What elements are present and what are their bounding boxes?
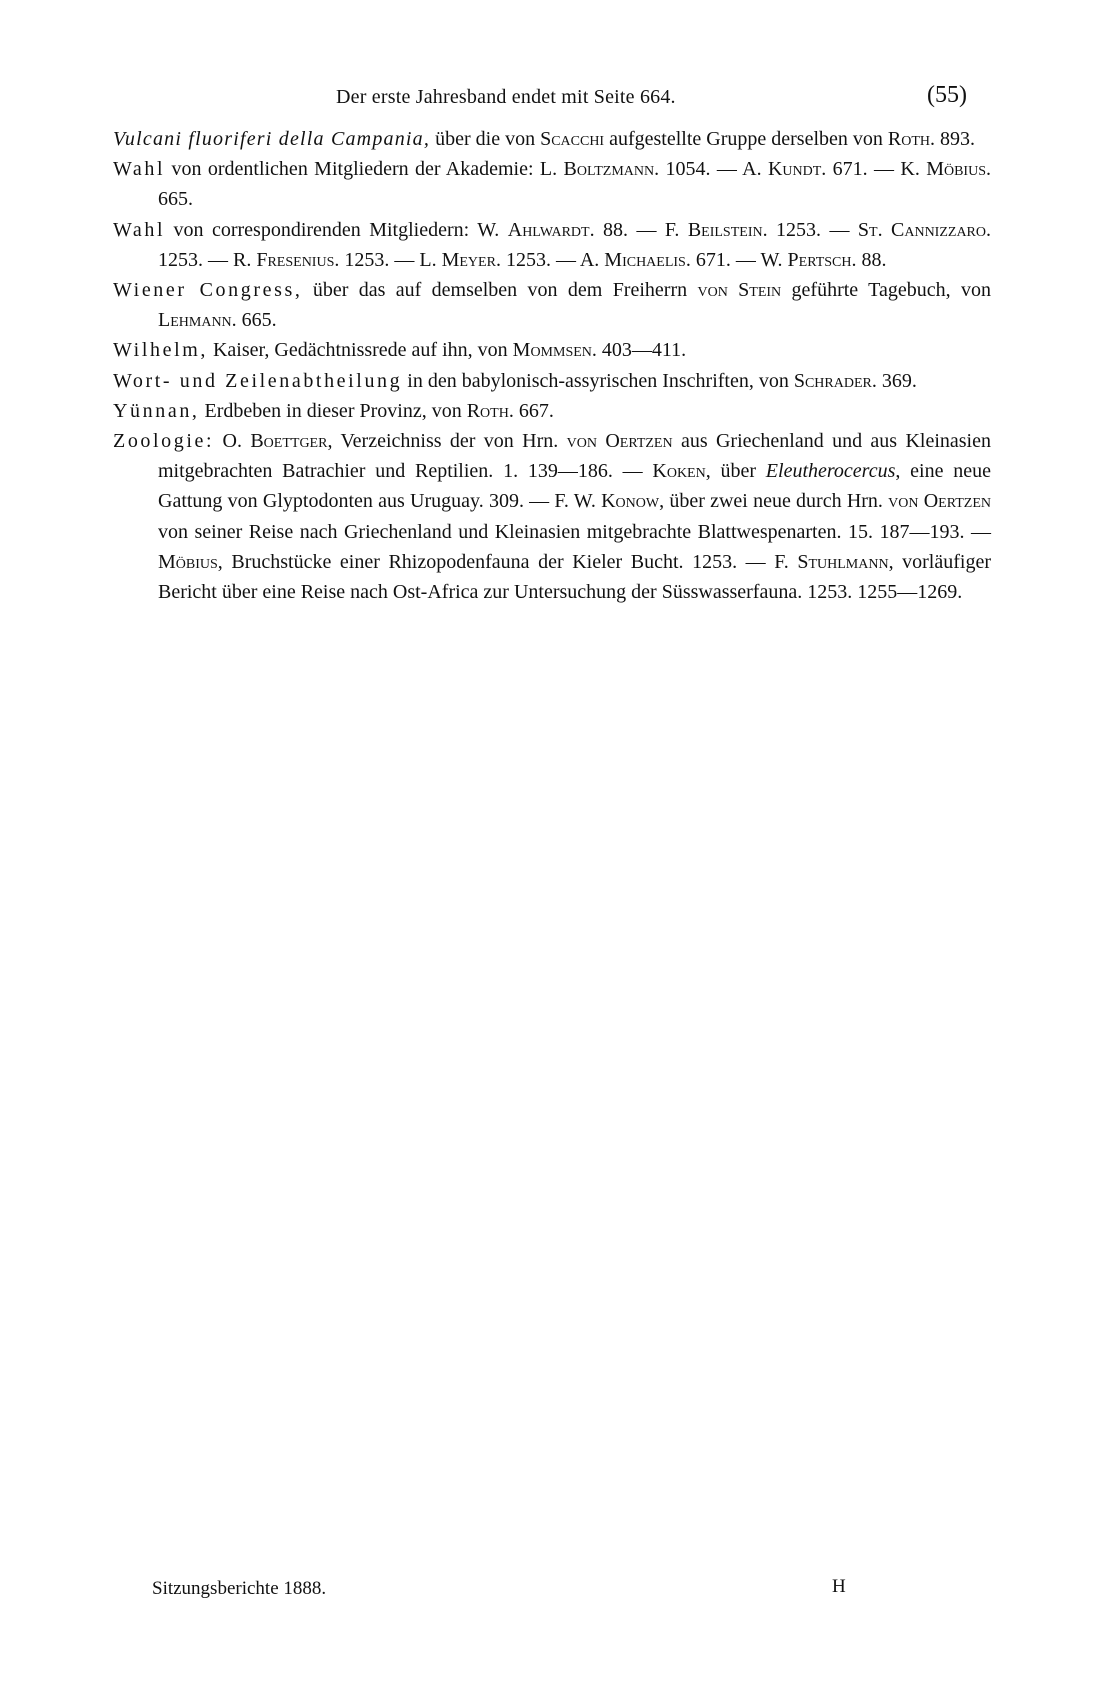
author-name: Meyer: [441, 248, 496, 271]
author-name: St. Cannizzaro: [857, 218, 987, 241]
entry-text: . 667.: [508, 399, 554, 422]
index-entry-vulcani: [113, 124, 991, 154]
author-name: Fresenius: [256, 248, 335, 271]
entry-text: aus Griechenland und aus Kleinasien mitgebrachten Batrachier und Reptilien. 1. 139—186. —: [158, 430, 991, 483]
entry-text: , Bruchstücke einer Rhizopodenfauna der Kieler Bucht. 1253. — F.: [217, 550, 798, 573]
entry-keyword: Zoologie:: [113, 430, 215, 453]
entry-text: . 88.: [851, 248, 887, 271]
entry-text: , vorläufiger Bericht über eine Reise nach Ost-Africa zur Untersuchung der Süsswasserfauna. 1253. 1255—1269.: [158, 550, 991, 604]
author-name: Lehmann: [158, 309, 232, 332]
index-entry-yuennan: [113, 396, 991, 426]
entry-text: über das auf demselben von dem Freiherrn: [302, 279, 698, 302]
author-name: von Stein: [697, 279, 782, 302]
author-name: Boltzmann: [563, 158, 655, 181]
entry-text: von correspondirenden Mitgliedern: W.: [165, 218, 508, 241]
entry-text: . 1253. — L.: [334, 248, 442, 271]
index-entry-wilhelm: [113, 335, 991, 365]
author-name: von Oertzen: [566, 430, 673, 453]
entry-keyword: Wahl: [113, 158, 166, 181]
entry-text: . 1253. — R.: [158, 218, 992, 271]
author-name: Möbius: [158, 550, 218, 573]
entry-keyword: Wiener Congress,: [113, 279, 303, 302]
index-entry-wiener-congress: [113, 275, 991, 335]
entry-keyword: Vulcani fluoriferi della Campania,: [113, 128, 431, 150]
author-name: Pertsch: [787, 248, 852, 271]
footer-signature: Sitzungsberichte 1888.: [152, 1578, 327, 1599]
entry-text: Kaiser, Gedächtnissrede auf ihn, von: [207, 339, 513, 362]
genus-name: Eleutherocercus: [765, 460, 896, 483]
index-entry-wahl-correspondirend: [113, 215, 991, 275]
author-name: Scacchi: [540, 128, 605, 150]
entry-text: aufgestellte Gruppe derselben von: [604, 128, 888, 150]
footer-sheet-mark: H: [832, 1576, 846, 1597]
entry-text: , über: [705, 460, 766, 483]
author-name: Beilstein: [687, 218, 763, 241]
author-name: Roth: [887, 128, 931, 150]
author-name: Schrader: [793, 369, 872, 392]
entry-text: . 369.: [871, 369, 917, 392]
author-name: Koken: [652, 460, 706, 483]
entry-text: . 665.: [231, 309, 277, 332]
entry-text: . 403—411.: [591, 339, 687, 362]
entry-text: . 665.: [158, 158, 991, 211]
entry-keyword: Wort- und Zeilenabtheilung: [113, 369, 403, 392]
entry-text: O.: [214, 430, 251, 453]
author-name: Konow: [601, 490, 660, 513]
entry-text: . 671. — K.: [821, 158, 927, 181]
entry-text: . 671. — W.: [685, 248, 788, 271]
entry-text: . 88. — F.: [589, 218, 688, 241]
author-name: Roth: [466, 399, 509, 422]
entry-keyword: Yünnan,: [113, 399, 200, 422]
author-name: Stuhlmann: [797, 550, 889, 573]
author-name: Boettger: [250, 430, 328, 453]
author-name: Michaelis: [604, 248, 686, 271]
entry-text: . 1253. — A.: [495, 248, 605, 271]
entry-text: geführte Tagebuch, von: [781, 279, 991, 302]
running-header: Der erste Jahresband endet mit Seite 664.: [336, 86, 676, 108]
entry-text: von seiner Reise nach Griechenland und Kleinasien mitgebrachte Blattwespenarten. 15. 187—193. —: [158, 520, 991, 543]
index-list: [113, 124, 991, 607]
index-entry-zoologie: [113, 426, 991, 607]
entry-text: . 893.: [930, 128, 976, 150]
entry-text: von ordentlichen Mitgliedern der Akademie: L.: [165, 158, 564, 181]
author-name: von Oertzen: [888, 490, 991, 513]
entry-text: Erdbeben in dieser Provinz, von: [199, 399, 467, 422]
entry-text: , eine neue Gattung von Glyptodonten aus Uruguay. 309. — F. W.: [158, 460, 991, 513]
author-name: Ahlwardt: [507, 218, 590, 241]
entry-text: . 1054. — A.: [654, 158, 768, 181]
entry-keyword: Wahl: [113, 218, 166, 241]
entry-text: über die von: [430, 128, 541, 150]
entry-text: , Verzeichniss der von Hrn.: [327, 430, 567, 453]
entry-keyword: Wilhelm,: [113, 339, 208, 362]
entry-text: , über zwei neue durch Hrn.: [659, 490, 889, 513]
index-entry-wort-zeilenabtheilung: [113, 366, 991, 396]
author-name: Kundt: [767, 158, 822, 181]
entry-text: . 1253. —: [762, 218, 858, 241]
author-name: Möbius: [926, 158, 986, 181]
author-name: Mommsen: [512, 339, 592, 362]
page-number: (55): [927, 82, 967, 108]
entry-text: in den babylonisch-assyrischen Inschriften, von: [402, 369, 794, 392]
index-entry-wahl-ordentlich: [113, 154, 991, 214]
